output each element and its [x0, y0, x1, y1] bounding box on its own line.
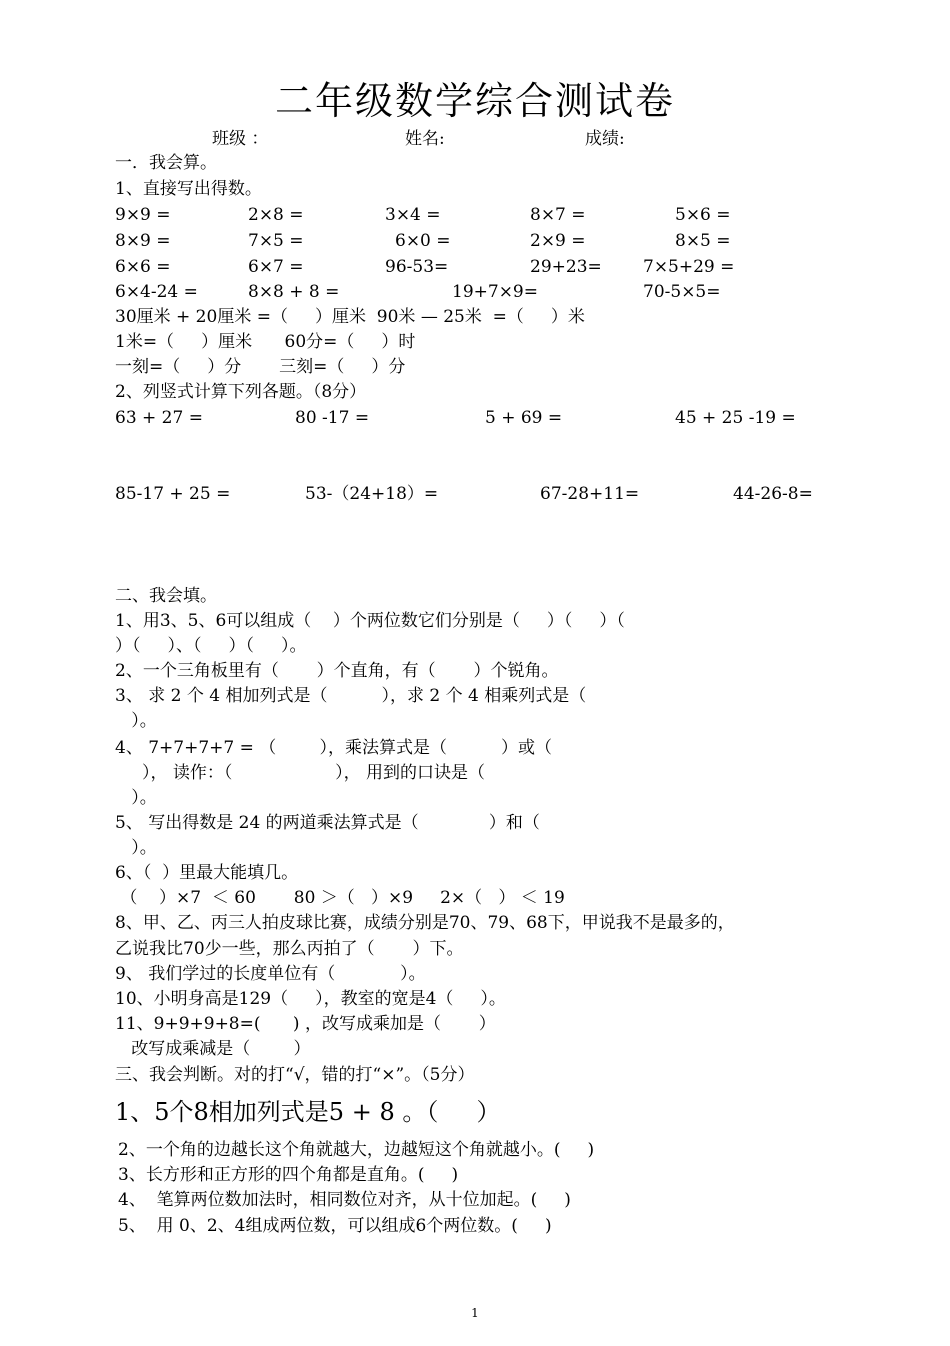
calc-cell: 19+7×9= — [452, 282, 538, 302]
judge-item: 4、 笔算两位数加法时，相同数位对齐，从十位加起。( ) — [118, 1190, 571, 1210]
fill-line: ）。 — [115, 711, 157, 731]
unit-conversion-line: 30厘米 + 20厘米 =（ ）厘米 90米 — 25米 =（ ）米 — [115, 307, 585, 327]
vertical-calc: 85-17 + 25 = — [115, 484, 231, 504]
fill-line: 3、 求 2 个 4 相加列式是（ ），求 2 个 4 相乘列式是（ — [115, 686, 587, 706]
calc-cell: 6×4-24 = — [115, 282, 198, 302]
calc-cell: 96-53= — [385, 257, 449, 277]
calc-cell: 6×6 = — [115, 257, 171, 277]
fill-line: 乙说我比70少一些，那么丙拍了（ ）下。 — [115, 939, 464, 959]
calc-cell: 70-5×5= — [643, 282, 721, 302]
judge-item-1: 1、5个8相加列式是5 + 8 。（ ） — [115, 1098, 501, 1126]
vertical-calc: 53-（24+18）= — [305, 484, 439, 504]
calc-cell: 3×4 = — [385, 205, 441, 225]
q2-title: 2、列竖式计算下列各题。（8分） — [115, 382, 367, 402]
vertical-calc: 67-28+11= — [540, 484, 640, 504]
fill-line: 6、（ ）里最大能填几。 — [115, 863, 299, 883]
vertical-calc: 44-26-8= — [733, 484, 813, 504]
calc-cell: 6×0 = — [395, 231, 451, 251]
calc-cell: 5×6 = — [675, 205, 731, 225]
calc-cell: 6×7 = — [248, 257, 304, 277]
calc-cell: 29+23= — [530, 257, 602, 277]
fill-line: （ ）×7 ＜ 60 80 ＞（ ）×9 2×（ ） ＜ 19 — [115, 888, 565, 908]
judge-item: 5、 用 0、2、4组成两位数，可以组成6个两位数。( ) — [118, 1216, 552, 1236]
judge-item: 3、长方形和正方形的四个角都是直角。( ) — [118, 1165, 459, 1185]
vertical-calc: 80 -17 = — [295, 408, 370, 428]
q1-title: 1、直接写出得数。 — [115, 179, 262, 199]
fill-line: 8、甲、乙、丙三人拍皮球比赛，成绩分别是70、79、68下，甲说我不是最多的， — [115, 913, 735, 933]
fill-line: ）。 — [115, 838, 157, 858]
fill-line: ）。 — [115, 788, 157, 808]
fill-line: ）（ ）、（ ）（ ）。 — [115, 636, 307, 656]
calc-cell: 7×5+29 = — [643, 257, 735, 277]
judge-item: 2、一个角的边越长这个角就越大，边越短这个角就越小。( ) — [118, 1140, 595, 1160]
page-number: 1 — [471, 1306, 479, 1320]
fill-line: 4、 7+7+7+7 = （ ），乘法算式是（ ）或（ — [115, 738, 553, 758]
calc-cell: 8×9 = — [115, 231, 171, 251]
vertical-calc: 5 + 69 = — [485, 408, 563, 428]
class-label: 班级 ： — [212, 129, 269, 149]
vertical-calc: 45 + 25 -19 = — [675, 408, 796, 428]
page-title: 二年级数学综合测试卷 — [274, 79, 675, 123]
fill-line: ）， 读作：（ ）， 用到的口诀是（ — [115, 763, 485, 783]
calc-cell: 8×5 = — [675, 231, 731, 251]
fill-line: 11、9+9+9+8=( ) ，改写成乘加是（ ） — [115, 1014, 496, 1034]
unit-conversion-line: 1米=（ ）厘米 60分=（ ）时 — [115, 332, 416, 352]
fill-line: 9、 我们学过的长度单位有（ ）。 — [115, 964, 426, 984]
section-3-heading: 三、我会判断。对的打“√，错的打“×”。（5分） — [115, 1065, 475, 1085]
name-label: 姓名: — [405, 129, 445, 149]
calc-cell: 8×8 + 8 = — [248, 282, 340, 302]
calc-cell: 8×7 = — [530, 205, 586, 225]
unit-conversion-line: 一刻=（ ）分 三刻=（ ）分 — [115, 357, 406, 377]
fill-line: 2、一个三角板里有（ ）个直角，有（ ）个锐角。 — [115, 661, 559, 681]
calc-cell: 9×9 = — [115, 205, 171, 225]
fill-line: 5、 写出得数是 24 的两道乘法算式是（ ）和（ — [115, 813, 540, 833]
section-1-heading: 一．我会算。 — [115, 153, 217, 173]
calc-cell: 2×9 = — [530, 231, 586, 251]
vertical-calc: 63 + 27 = — [115, 408, 203, 428]
fill-line: 改写成乘减是（ ） — [115, 1039, 311, 1059]
fill-line: 1、用3、5、6可以组成（ ）个两位数它们分别是（ ）（ ）（ — [115, 611, 625, 631]
calc-cell: 7×5 = — [248, 231, 304, 251]
calc-cell: 2×8 = — [248, 205, 304, 225]
fill-line: 10、小明身高是129（ ），教室的宽是4（ ）。 — [115, 989, 506, 1009]
score-label: 成绩: — [585, 129, 625, 149]
section-2-heading: 二、我会填。 — [115, 586, 217, 606]
